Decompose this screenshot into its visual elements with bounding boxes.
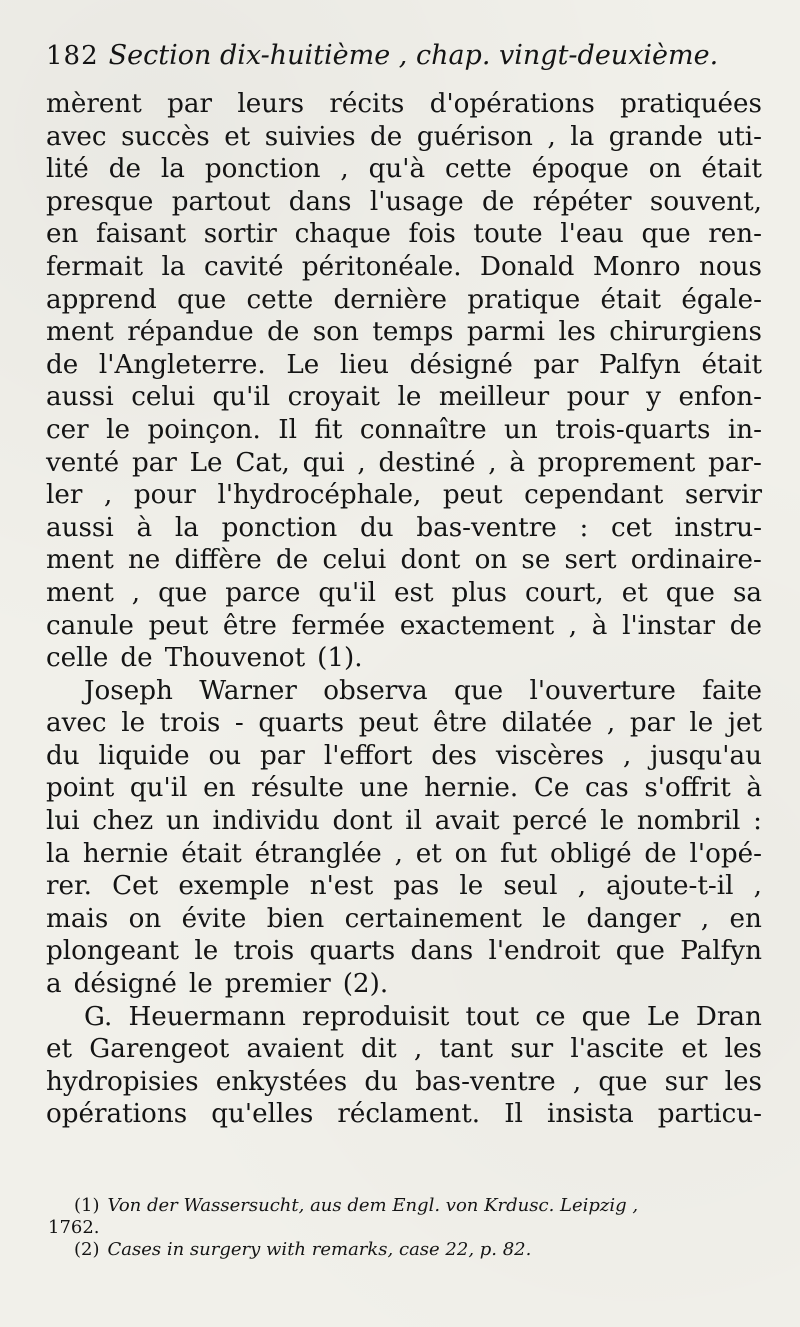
text-line: avec le trois - quarts peut être dilatée , par le jet bbox=[46, 708, 762, 739]
text-line: fermait la cavité péritonéale. Donald Monro nous bbox=[46, 251, 762, 282]
body-text bbox=[46, 88, 762, 1131]
footnote-continuation: 1762. bbox=[48, 1217, 100, 1238]
text-line: venté par Le Cat, qui , destiné , à proprement par- bbox=[46, 447, 762, 478]
text-line: aussi celui qu'il croyait le meilleur pour y enfon- bbox=[46, 382, 762, 413]
text-line: du liquide ou par l'effort des viscères , jusqu'au bbox=[46, 740, 762, 771]
text-line: canule peut être fermée exactement , à l'instar de bbox=[46, 610, 762, 641]
footnotes bbox=[46, 1195, 762, 1261]
text-line: mais on évite bien certainement le danger , en bbox=[46, 903, 762, 934]
text-line: la hernie était étranglée , et on fut obligé de l'opé- bbox=[46, 838, 762, 869]
page-number: 182 bbox=[46, 41, 99, 71]
footnote bbox=[46, 1239, 762, 1261]
text-line: en faisant sortir chaque fois toute l'eau que ren- bbox=[46, 219, 762, 250]
text-line: et Garengeot avaient dit , tant sur l'ascite et les bbox=[46, 1034, 762, 1065]
text-line: ment répandue de son temps parmi les chirurgiens bbox=[46, 317, 762, 348]
text-line: presque partout dans l'usage de répéter souvent, bbox=[46, 186, 762, 217]
text-line: Joseph Warner observa que l'ouverture faite bbox=[84, 675, 762, 706]
text-line: rer. Cet exemple n'est pas le seul , ajoute-t-il , bbox=[46, 871, 762, 902]
text-line: apprend que cette dernière pratique était égale- bbox=[46, 284, 762, 315]
text-line: avec succès et suivies de guérison , la grande uti- bbox=[46, 121, 762, 152]
text-line: opérations qu'elles réclament. Il insista particu- bbox=[46, 1099, 762, 1130]
text-line: de l'Angleterre. Le lieu désigné par Palfyn était bbox=[46, 349, 762, 380]
text-line: lui chez un individu dont il avait percé le nombril : bbox=[46, 806, 762, 837]
footnote bbox=[46, 1195, 762, 1217]
text-line: hydropisies enkystées du bas-ventre , que sur les bbox=[46, 1066, 762, 1097]
running-title: Section dix-huitième , chap. vingt-deuxième. bbox=[108, 40, 719, 71]
footnote-text: Von der Wassersucht, aus dem Engl. von Krdusc. Leipzig , bbox=[107, 1195, 639, 1216]
text-line: ment ne diffère de celui dont on se sert ordinaire- bbox=[46, 545, 762, 576]
text-line: mèrent par leurs récits d'opérations pratiquées bbox=[46, 89, 762, 119]
text-line: aussi à la ponction du bas-ventre : cet instru- bbox=[46, 512, 762, 543]
text-line: plongeant le trois quarts dans l'endroit que Palfyn bbox=[46, 936, 762, 967]
text-line: point qu'il en résulte une hernie. Ce cas s'offrit à bbox=[46, 773, 762, 804]
footnote-text: Cases in surgery with remarks, case 22, p. 82. bbox=[107, 1239, 532, 1260]
footnote-marker: (2) bbox=[74, 1239, 100, 1260]
text-line: a désigné le premier (2). bbox=[46, 969, 389, 1000]
text-line: ler , pour l'hydrocéphale, peut cependant servir bbox=[46, 480, 762, 511]
text-line: cer le poinçon. Il fit connaître un trois-quarts in- bbox=[46, 414, 762, 445]
footnote-marker: (1) bbox=[74, 1195, 100, 1216]
text-line: ment , que parce qu'il est plus court, et que sa bbox=[46, 577, 762, 608]
text-line: celle de Thouvenot (1). bbox=[46, 643, 363, 674]
text-line: G. Heuermann reproduisit tout ce que Le Dran bbox=[84, 1001, 762, 1032]
page-header bbox=[46, 42, 762, 88]
text-line: lité de la ponction , qu'à cette époque on était bbox=[46, 154, 762, 185]
